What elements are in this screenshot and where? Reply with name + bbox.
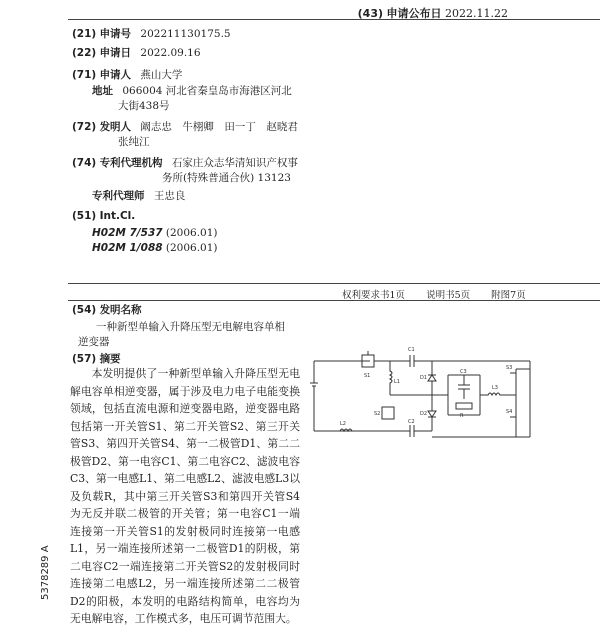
invention-title-heading: (54) 发明名称 — [72, 304, 142, 316]
figs-pages: 附图7页 — [491, 290, 526, 301]
inductor-l1 — [380, 361, 392, 395]
label-c3: C3 — [460, 369, 467, 375]
label-s1: S1 — [364, 373, 371, 379]
pages-rule-top — [68, 283, 600, 284]
diode-d1 — [428, 361, 436, 395]
switch-s1 — [362, 351, 374, 367]
address: 地址 066004 河北省秦皇岛市海港区河北 — [92, 85, 292, 97]
pub-code: (43) — [357, 7, 384, 20]
pub-date-value: 2022.11.22 — [445, 7, 508, 20]
label-c1: C1 — [408, 347, 415, 353]
applicant: (71) 申请人 燕山大学 — [72, 69, 183, 81]
address-line2: 大街438号 — [118, 100, 170, 112]
dc-source — [310, 361, 318, 431]
diode-d2 — [428, 395, 436, 431]
capacitor-c2 — [370, 425, 432, 437]
switch-s2 — [382, 407, 394, 419]
label-c2: C2 — [408, 419, 415, 425]
invention-title-line2: 逆变器 — [78, 336, 110, 348]
inventors: (72) 发明人 阚志忠 牛栩卿 田一丁 赵晓君 — [72, 121, 298, 133]
claims-pages: 权利要求书1页 — [342, 290, 406, 301]
abstract-text: 本发明提供了一种新型单输入升降压型无电解电容单相逆变器，属于涉及电力电子电能变换领域，包括直流电源和逆变器电路，逆变器电路包括第一开关管S1、第二开关管S2、第三开关管S3、第四开关管S4、第一二极管D1、第二二极管D2、第一电容C1、第二电容C2、滤波电容C3、第一电感L1、第二电感L2、滤波电感L3以及负载R，其中第三开关管S3和第四开关管S4为无反并联二极管的开关管；第一电容C1一端连接第一开关管S1的发射极同时连接第一电感L1，另一端连接所述第一二极管D1的阴极，第二电容C2一端连接第二开关管S2的发射极同时连接第二电感L2，另一端连接所述第二二极管D2的阳极，本发明的电路结构简单，电容均为无电解电容，工作模式多，电压可调节范围大。 — [70, 367, 300, 625]
label-d1: D1 — [420, 375, 428, 381]
inductor-l3 — [480, 393, 510, 395]
label-l2: L2 — [340, 421, 346, 427]
label-s2: S2 — [374, 411, 381, 417]
label-l1: L1 — [394, 379, 400, 385]
capacitor-c3 — [458, 375, 470, 399]
label-r: R — [460, 413, 464, 419]
label-s4: S4 — [506, 409, 513, 415]
label-l3: L3 — [492, 385, 498, 391]
label-d2: D2 — [420, 411, 428, 417]
side-code: 5378289 A — [40, 545, 51, 600]
pub-label: 申请公布日 — [386, 7, 442, 20]
switch-s3 — [510, 369, 516, 383]
resistor-r — [456, 403, 472, 409]
capacitor-c1 — [374, 355, 432, 367]
int-cl: (51) Int.Cl. — [72, 210, 136, 222]
pages-rule-bottom — [68, 300, 600, 301]
patent-agent: 专利代理师 王忠良 — [92, 190, 186, 202]
inventors-line2: 张纯江 — [118, 136, 150, 148]
int-cl-item-2: H02M 1/088 (2006.01) — [92, 242, 218, 254]
pages-info — [342, 287, 544, 301]
patent-agency: (74) 专利代理机构 石家庄众志华清知识产权事 — [72, 157, 298, 169]
abstract-heading: (57) 摘要 — [72, 353, 121, 365]
application-date: (22) 申请日 2022.09.16 — [72, 47, 201, 59]
circuit-diagram — [310, 345, 540, 445]
application-number: (21) 申请号 202211130175.5 — [72, 28, 231, 40]
label-s3: S3 — [506, 365, 513, 371]
invention-title-line1: 一种新型单输入升降压型无电解电容单相 — [96, 321, 285, 333]
int-cl-item-1: H02M 7/537 (2006.01) — [92, 227, 218, 239]
top-rule — [68, 19, 600, 20]
patent-agency-line2: 务所(特殊普通合伙) 13123 — [162, 172, 291, 184]
spec-pages: 说明书5页 — [426, 290, 471, 301]
